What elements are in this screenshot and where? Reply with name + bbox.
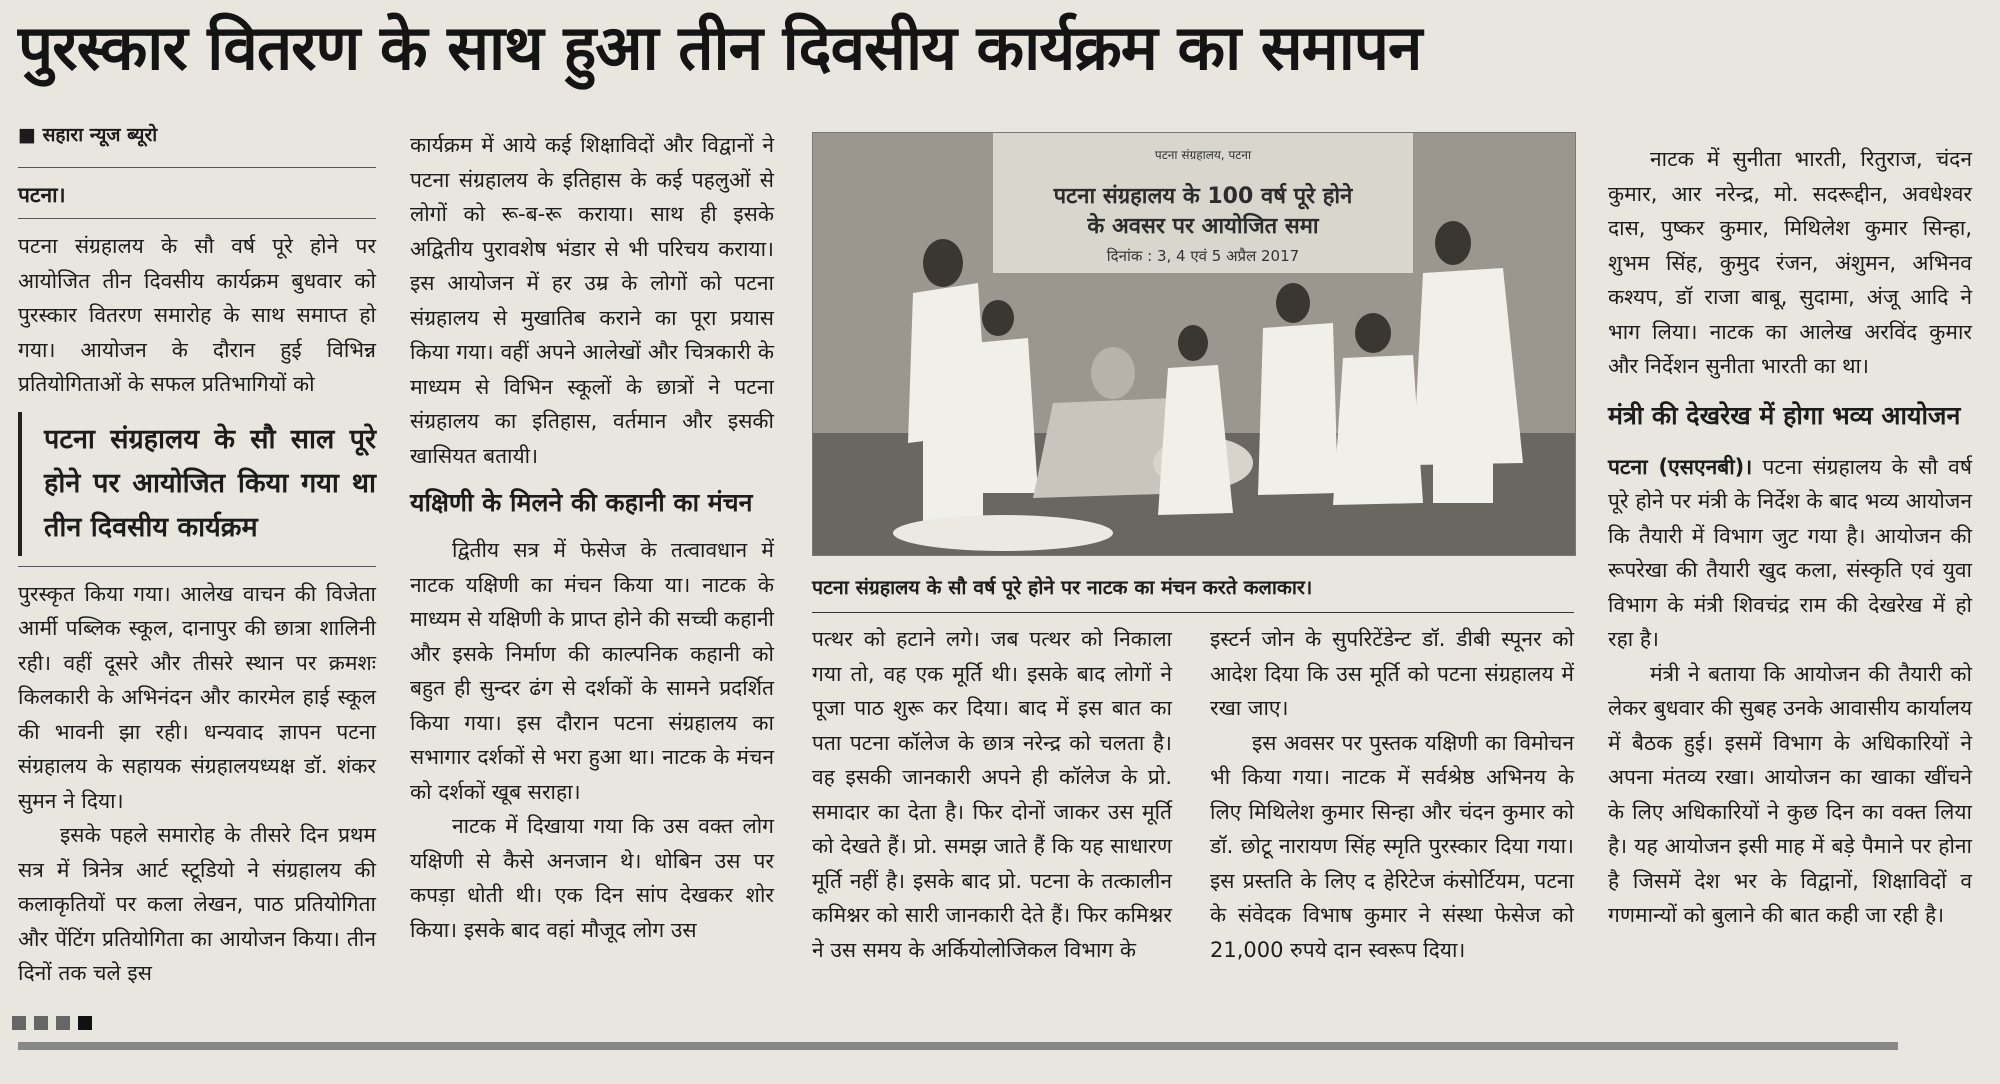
footer-square: [34, 1016, 48, 1030]
dateline: पटना।: [18, 182, 66, 207]
paragraph: इस अवसर पर पुस्तक यक्षिणी का विमोचन भी किया गया। नाटक में सर्वश्रेष्ठ अभिनय के लिए मिथिलेश कुमार सिन्हा और चंदन कुमार को डॉ. छोटू नारायण सिंह स्मृति पुरस्कार दिया गया। इस प्रस्तति के लिए द हेरिटेज कंसोर्टियम, पटना के संवेदक विभाष कुमार ने संस्था फेसेज को 21,000 रुपये दान स्वरूप दिया।: [1210, 730, 1574, 962]
paragraph: नाटक में सुनीता भारती, रितुराज, चंदन कुमार, आर नरेन्द्र, मो. सदरूद्दीन, अवधेश्वर दास, पुष्कर कुमार, मिथिलेश कुमार सिन्हा, शुभम सिंह, कुमुद रंजन, अंशुमन, अभिनव कश्यप, डॉ राजा बाबू, सुदामा, अंजू आदि ने भाग लिया। नाटक का आलेख अरविंद कुमार और निर्देशन सुनीता भारती का था।: [1608, 147, 1972, 378]
paragraph: इस्टर्न जोन के सुपरिटेंडेन्ट डॉ. डीबी स्पूनर को आदेश दिया कि उस मूर्ति को पटना संग्रहालय में रखा जाए।: [1210, 627, 1574, 720]
subheading: यक्षिणी के मिलने की कहानी का मंचन: [410, 488, 753, 517]
paragraph: द्वितीय सत्र में फेसेज के तत्वावधान में नाटक यक्षिणी का मंचन किया या। नाटक के माध्यम से यक्षिणी के प्राप्त होने की सच्ची कहानी और इसके निर्माण की काल्पनिक कहानी को बहुत ही सुन्दर ढंग से दर्शकों के सामने प्रदर्शित किया गया। इस दौरान पटना संग्रहालय का सभागार दर्शकों से भरा हुआ था। नाटक के मंचन को दर्शकों खूब सराहा।: [410, 538, 774, 804]
pull-quote: पटना संग्रहालय के सौ साल पूरे होने पर आयोजित किया गया था तीन दिवसीय कार्यक्रम: [18, 412, 376, 556]
paragraph-text: पटना संग्रहालय के सौ वर्ष पूरे होने पर मंत्री के निर्देश के बाद भव्य आयोजन कि तैयारी में विभाग जुट गया है। आयोजन की रूपरेखा की तैयारी खुद कला, संस्कृति एवं युवा विभाग के मंत्री शिवचंद्र राम की देखरेख में हो रहा है।: [1608, 454, 1972, 651]
stage-photo: [812, 132, 1576, 556]
divider: [18, 566, 376, 567]
column-4: [1210, 622, 1574, 967]
dateline: पटना (एसएनबी)।: [1608, 454, 1753, 479]
footer-square: [12, 1016, 26, 1030]
photo-caption: पटना संग्रहालय के सौ वर्ष पूरे होने पर नाटक का मंचन करते कलाकार।: [812, 576, 1313, 599]
paragraph: [1608, 450, 1972, 657]
footer-square: [78, 1016, 92, 1030]
divider: [18, 218, 376, 219]
paragraph: पत्थर को हटाने लगे। जब पत्थर को निकाला गया तो, वह एक मूर्ति थी। इसके बाद लोगों ने पूजा पाठ शुरू कर दिया। बाद में इस बात का पता पटना कॉलेज के छात्र नरेन्द्र को चलता है। वह इसकी जानकारी अपने ही कॉलेज के प्रो. समादार का देता है। फिर दोनों जाकर उस मूर्ति को देखते हैं। प्रो. समझ जाते हैं कि यह साधारण मूर्ति नहीं है। इसके बाद प्रो. पटना के तत्कालीन कमिश्नर को सारी जानकारी देते हैं। फिर कमिश्नर ने उस समय के अर्कियोलोजिकल विभाग के: [812, 627, 1172, 962]
subheading: मंत्री की देखरेख में होगा भव्य आयोजन: [1608, 400, 1961, 430]
footer-square: [56, 1016, 70, 1030]
column-1: [18, 118, 376, 991]
paragraph: इसके पहले समारोह के तीसरे दिन प्रथम सत्र में त्रिनेत्र आर्ट स्टूडियो ने संग्रहालय की कलाकृतियों पर कला लेखन, पाठ प्रतियोगिता और पेंटिंग प्रतियोगिता का आयोजन किया। तीन दिनों तक चले इस: [18, 823, 376, 985]
paragraph: कार्यक्रम में आये कई शिक्षाविदों और विद्वानों ने पटना संग्रहालय के इतिहास के कई पहलुओं से लोगों को रू-ब-रू कराया। साथ ही इसके अद्वितीय पुरावशेष भंडार से भी परिचय कराया। इस आयोजन में हर उम्र के लोगों को पटना संग्रहालय से मुखातिब कराने का पूरा प्रयास किया गया। वहीं अपने आलेखों और चित्रकारी के माध्यम से विभिन स्कूलों के छात्रों ने पटना संग्रहालय का इतिहास, वर्तमान और इसकी खासियत बतायी।: [410, 133, 774, 468]
paragraph: नाटक में दिखाया गया कि उस वक्त लोग यक्षिणी से कैसे अनजान थे। धोबिन उस पर कपड़ा धोती थी। एक दिन सांप देखकर शोर किया। इसके बाद वहां मौजूद लोग उस: [410, 814, 774, 942]
column-3: [812, 622, 1172, 967]
paragraph: मंत्री ने बताया कि आयोजन की तैयारी को लेकर बुधवार की सुबह उनके आवासीय कार्यालय में बैठक हुई। इसमें विभाग के अधिकारियों ने अपना मंतव्य रखा। आयोजन का खाका खींचने के लिए अधिकारियों ने कुछ दिन का वक्त लिया है। यह आयोजन इसी माह में बड़े पैमाने पर होना है जिसमें देश भर के विद्वानों, शिक्षाविदों व गणमान्यों को बुलाने की बात कही जा रही है।: [1608, 661, 1972, 927]
banner-line-3: दिनांक : 3, 4 एवं 5 अप्रैल 2017: [1106, 247, 1300, 265]
footer-marker: [12, 1016, 1982, 1030]
banner-line-2: के अवसर पर आयोजित समा: [1087, 214, 1319, 239]
column-5: [1608, 142, 1972, 933]
headline: पुरस्कार वितरण के साथ हुआ तीन दिवसीय कार्यक्रम का समापन: [18, 11, 1422, 84]
banner-line-1: पटना संग्रहालय के 100 वर्ष पूरे होने: [1053, 184, 1353, 209]
footer-rule: [18, 1042, 1898, 1050]
paragraph: पुरस्कृत किया गया। आलेख वाचन की विजेता आर्मी पब्लिक स्कूल, दानापुर की छात्रा शालिनी रही। वहीं दूसरे और तीसरे स्थान पर क्रमशः किलकारी के अभिनंदन और कारमेल हाई स्कूल की भावनी झा रही। धन्यवाद ज्ञापन पटना संग्रहालय के सहायक संग्रहालयध्यक्ष डॉ. शंकर सुमन ने दिया।: [18, 581, 376, 813]
paragraph: पटना संग्रहालय के सौ वर्ष पूरे होने पर आयोजित तीन दिवसीय कार्यक्रम बुधवार को पुरस्कार वितरण समारोह के साथ समाप्त हो गया। आयोजन के दौरान हुई विभिन्न प्रतियोगिताओं के सफल प्रतिभागियों को: [18, 234, 376, 396]
divider: [812, 612, 1574, 613]
column-2: [410, 128, 774, 947]
byline: ■ सहारा न्यूज ब्यूरो: [18, 124, 158, 146]
divider: [18, 167, 376, 168]
banner-top-text: पटना संग्रहालय, पटना: [1154, 148, 1252, 162]
